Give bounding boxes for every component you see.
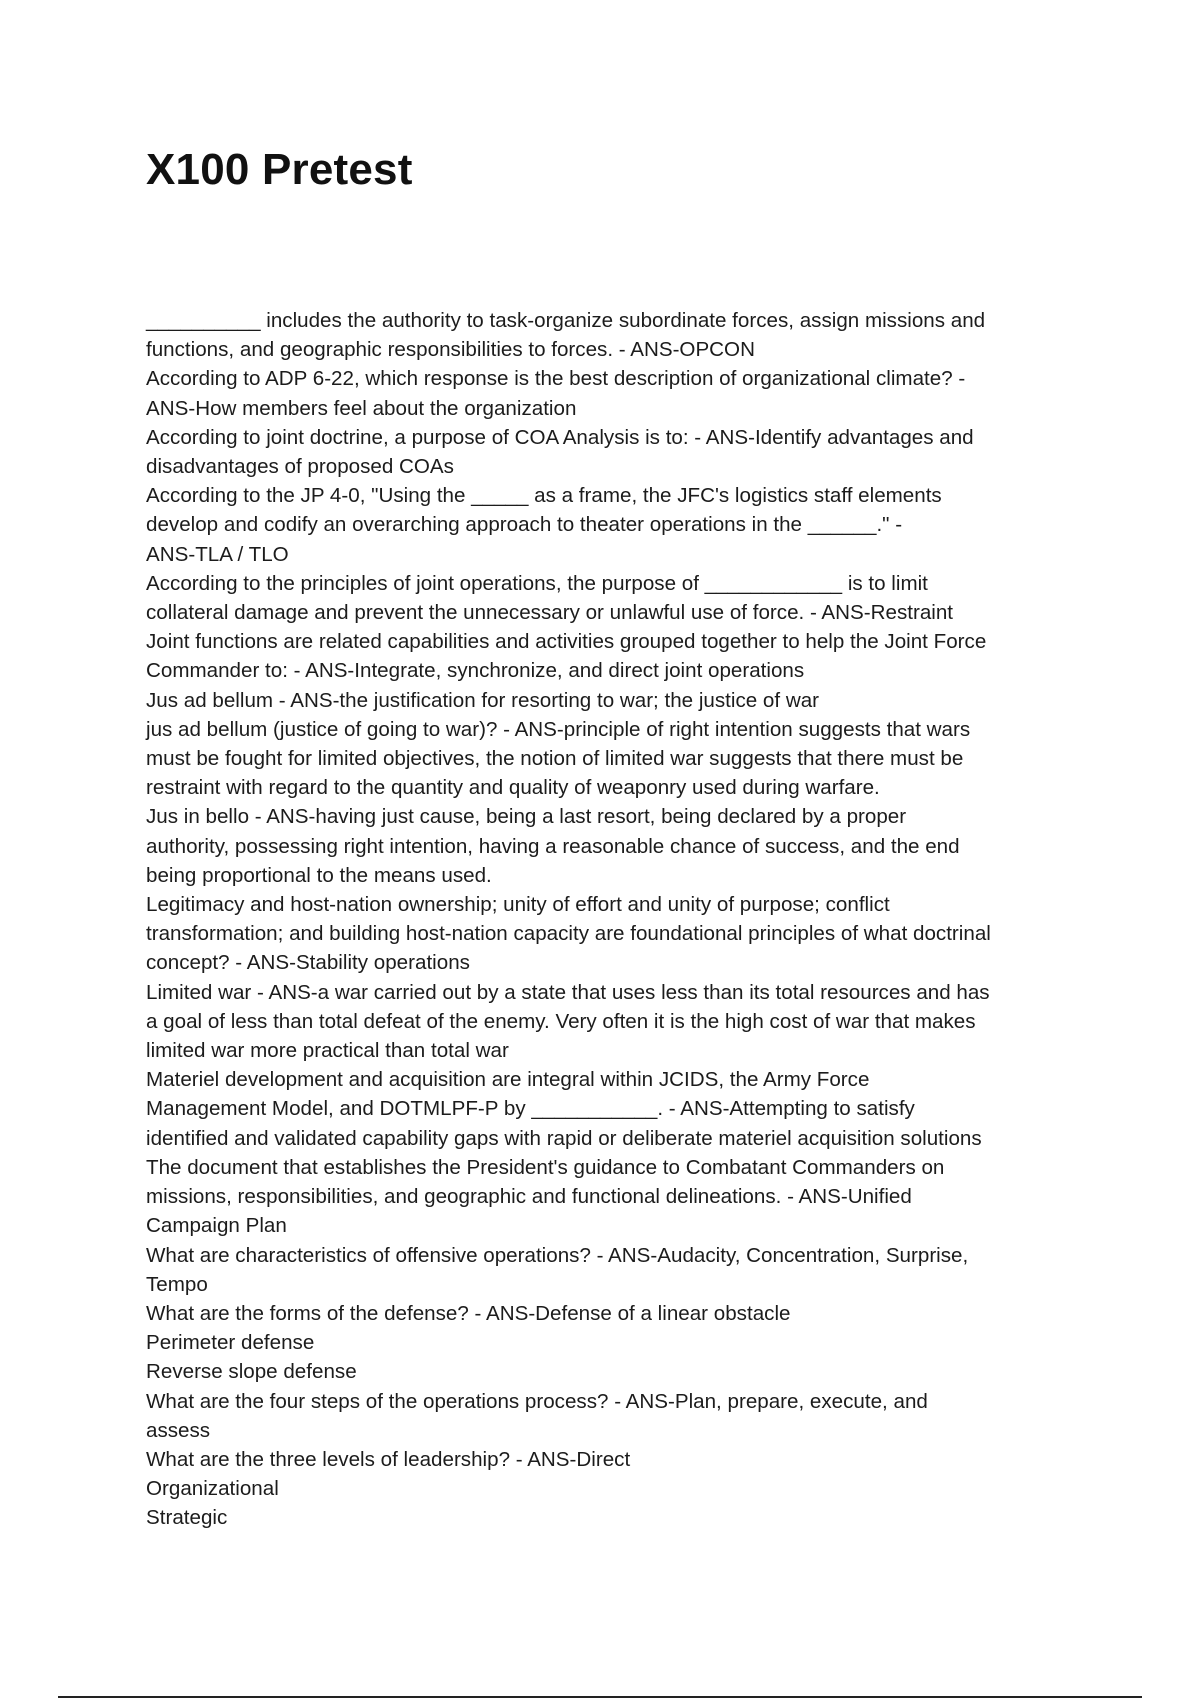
text-line: Management Model, and DOTMLPF-P by ___________. - ANS-Attempting to satisfy [146,1097,915,1121]
text-line: Organizational [146,1477,279,1501]
text-line: Jus in bello - ANS-having just cause, being a last resort, being declared by a proper [146,805,907,829]
text-line: What are the forms of the defense? - ANS-Defense of a linear obstacle [146,1301,791,1325]
text-line: must be fought for limited objectives, the notion of limited war suggests that there must be [146,747,964,771]
text-line: Tempo [146,1272,208,1296]
text-line: Campaign Plan [146,1214,287,1238]
text-line: limited war more practical than total war [146,1039,509,1063]
text-line: Materiel development and acquisition are integral within JCIDS, the Army Force [146,1068,870,1092]
text-line: ANS-How members feel about the organization [146,396,577,420]
text-line: jus ad bellum (justice of going to war)? - ANS-principle of right intention suggests that wars [146,717,971,741]
text-line: Joint functions are related capabilities and activities grouped together to help the Joint Force [146,630,987,654]
text-line: What are the four steps of the operations process? - ANS-Plan, prepare, execute, and [146,1389,928,1413]
text-line: disadvantages of proposed COAs [146,455,454,479]
text-line: According to the principles of joint operations, the purpose of ____________ is to limit [146,571,928,595]
footer-divider [58,1696,1142,1698]
text-line: Legitimacy and host-nation ownership; unity of effort and unity of purpose; conflict [146,893,890,917]
text-line: restraint with regard to the quantity and quality of weaponry used during warfare. [146,776,880,800]
text-line: What are characteristics of offensive operations? - ANS-Audacity, Concentration, Surprise, [146,1243,969,1267]
text-line: concept? - ANS-Stability operations [146,951,470,975]
text-line: missions, responsibilities, and geographic and functional delineations. - ANS-Unified [146,1185,912,1209]
page-title: X100 Pretest [146,145,413,194]
text-line: Limited war - ANS-a war carried out by a state that uses less than its total resources and has [146,980,990,1004]
text-line: Perimeter defense [146,1331,315,1355]
text-line: ANS-TLA / TLO [146,542,289,566]
text-line: The document that establishes the President's guidance to Combatant Commanders on [146,1155,945,1179]
text-line: collateral damage and prevent the unnecessary or unlawful use of force. - ANS-Restraint [146,601,954,625]
text-line: a goal of less than total defeat of the enemy. Very often it is the high cost of war that makes [146,1009,976,1033]
text-line: Commander to: - ANS-Integrate, synchronize, and direct joint operations [146,659,805,683]
text-line: authority, possessing right intention, having a reasonable chance of success, and the end [146,834,960,858]
text-line: Reverse slope defense [146,1360,357,1384]
text-line: According to ADP 6-22, which response is the best description of organizational climate? - [146,367,966,391]
document-body [146,306,1066,1533]
text-line: Strategic [146,1506,228,1530]
text-line: identified and validated capability gaps with rapid or deliberate materiel acquisition solutions [146,1126,982,1150]
text-line: develop and codify an overarching approach to theater operations in the ______." - [146,513,903,537]
text-line: Jus ad bellum - ANS-the justification for resorting to war; the justice of war [146,688,820,712]
text-line: What are the three levels of leadership? - ANS-Direct [146,1447,631,1471]
text-line: According to the JP 4-0, "Using the _____ as a frame, the JFC's logistics staff elements [146,484,942,508]
text-line: being proportional to the means used. [146,863,492,887]
text-line: assess [146,1418,211,1442]
text-line: functions, and geographic responsibilities to forces. - ANS-OPCON [146,338,755,362]
text-line: __________ includes the authority to task-organize subordinate forces, assign missions and [146,309,986,332]
text-line: According to joint doctrine, a purpose of COA Analysis is to: - ANS-Identify advantages and [146,425,974,449]
text-line: transformation; and building host-nation capacity are foundational principles of what doctrinal [146,922,991,946]
